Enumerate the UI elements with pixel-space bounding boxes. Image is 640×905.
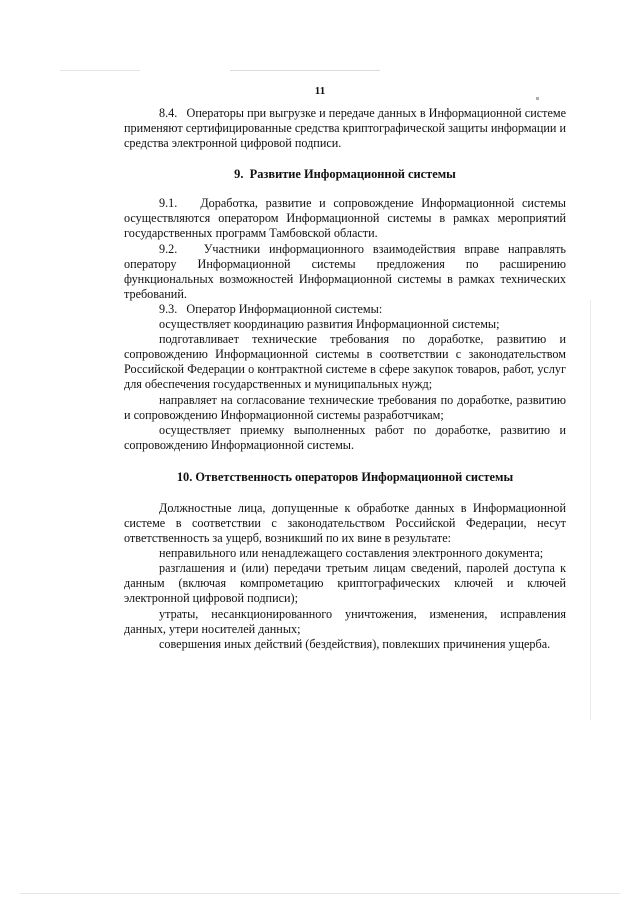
scan-artifact [60, 70, 140, 71]
list-item: подготавливает технические требования по доработке, развитию и сопровождению Информационной системы в соответствии с законодательством Российской Федерации о контрактной системе в сфере закупок товаров, работ, услуг для обеспечения государственных и муниципальных нужд; [124, 332, 566, 392]
list-item: разглашения и (или) передачи третьим лицам сведений, паролей доступа к данным (включая компрометацию криптографических ключей и ключей электронной цифровой подписи); [124, 561, 566, 606]
scan-artifact [20, 893, 620, 894]
document-body [124, 106, 566, 652]
scan-artifact [536, 97, 539, 100]
paragraph-8-4: 8.4. Операторы при выгрузке и передаче данных в Информационной системе применяют сертифицированные средства криптографической защиты информации и средства электронной цифровой подписи. [124, 106, 566, 151]
scan-artifact [230, 70, 380, 71]
list-item: неправильного или ненадлежащего составления электронного документа; [159, 546, 544, 561]
list-item: направляет на согласование технические требования по доработке, развитию и сопровождению Информационной системы разработчикам; [124, 392, 566, 422]
section-9-heading: 9. Развитие Информационной системы [234, 167, 456, 182]
paragraph-9-1: 9.1. Доработка, развитие и сопровождение Информационной системы осуществляются оператором Информационной системы в рамках мероприятий государственных программ Тамбовской области. [124, 196, 566, 241]
list-item: утраты, несанкционированного уничтожения, изменения, исправления данных, утери носителей данных; [124, 606, 566, 636]
list-item: совершения иных действий (бездействия), повлекших причинения ущерба. [159, 636, 551, 651]
paragraph-9-2: 9.2. Участники информационного взаимодействия вправе направлять оператору Информационной системы предложения по расширению функциональных возможностей Информационной системы в рамках технических требований. [124, 241, 566, 301]
page-number: 11 [314, 85, 326, 97]
scan-artifact [590, 300, 591, 720]
list-item: осуществляет приемку выполненных работ по доработке, развитию и сопровождению Информационной системы. [124, 422, 566, 452]
paragraph-10-intro: Должностные лица, допущенные к обработке данных в Информационной системе в соответствии с законодательством Российской Федерации, несут ответственность за ущерб, возникший по их вине в результате: [124, 500, 566, 546]
section-10-heading: 10. Ответственность операторов Информационной системы [176, 469, 514, 484]
paragraph-9-3: 9.3. Оператор Информационной системы: [159, 301, 383, 316]
list-item: осуществляет координацию развития Информационной системы; [159, 317, 500, 332]
